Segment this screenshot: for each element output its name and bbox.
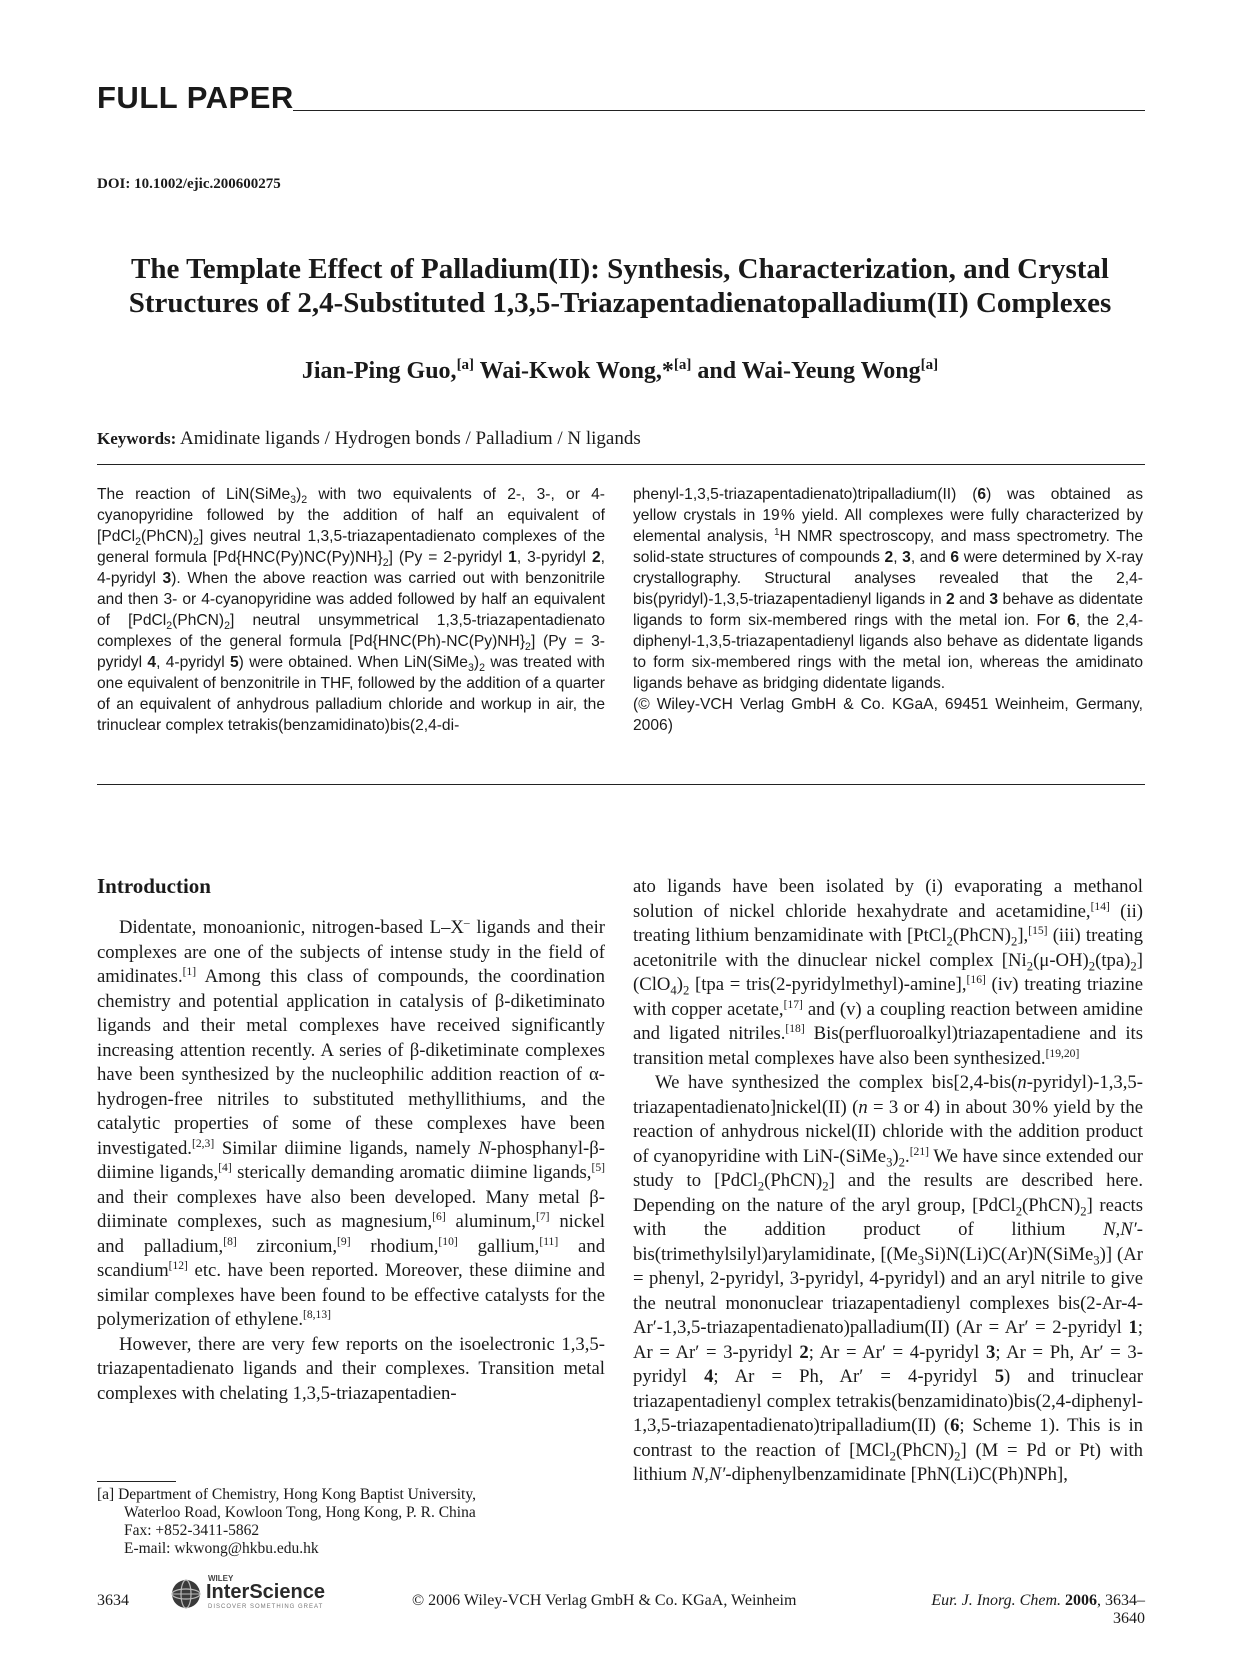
interscience-logo (168, 1573, 353, 1613)
author-1-affiliation: [a] (456, 357, 475, 373)
body-left-column (97, 916, 605, 1406)
paper-title (60, 252, 1180, 320)
affiliation-line-1: Department of Chemistry, Hong Kong Baptist University, (118, 1486, 476, 1503)
affiliation-email: E-mail: wkwong@hkbu.edu.hk (124, 1540, 319, 1557)
keywords (97, 428, 641, 450)
keywords-text: Amidinate ligands / Hydrogen bonds / Palladium / N ligands (180, 428, 641, 449)
title-line-2: Structures of 2,4-Substituted 1,3,5-Triazapentadienatopalladium(II) Complexes (128, 287, 1112, 319)
author-1: Jian-Ping Guo, (301, 358, 457, 384)
affiliation-fax: Fax: +852-3411-5862 (124, 1522, 260, 1539)
header-rule (293, 110, 1145, 111)
journal-pages: , 3634–3640 (1097, 1592, 1145, 1627)
journal-year: 2006 (1065, 1592, 1097, 1609)
body-right-column (633, 875, 1143, 1488)
rule-above-abstract (97, 464, 1145, 465)
journal-citation (900, 1592, 1145, 1628)
page-number: 3634 (97, 1592, 129, 1609)
paragraph: However, there are very few reports on the isoelectronic 1,3,5-triazapentadienato ligands and their complexes. Transition metal complexes with chelating 1,3,5-triazapentadien- (97, 1333, 605, 1404)
footnote-marker: [a] (97, 1486, 115, 1503)
author-list (60, 358, 1180, 385)
section-heading-introduction: Introduction (97, 874, 211, 898)
title-line-1: The Template Effect of Palladium(II): Synthesis, Characterization, and Crystal (131, 253, 1109, 285)
doi: DOI: 10.1002/ejic.200600275 (97, 176, 281, 192)
logo-tagline: DISCOVER SOMETHING GREAT (208, 1604, 324, 1610)
abstract-left-column: The reaction of $LiN(SiMe_3)_2$ with two equivalents of 2-, 3-, or 4-cyanopyridine followed by the addition of half an equivalent of $[PdCl_2(PhCN)_2]$ gives neutral 1,3,5-triazapentadienato complexes of the general formula $[Pd\{HNC(Py)NC(Py)NH\}_2] (Py$ = 2-pyridyl 1, 3-pyridyl 2, 4-pyridyl 3). When the above reaction was carried out with benzonitrile and then 3- or 4-cyanopyridine was added followed by half an equivalent of $[PdCl_2(PhCN)_2]$ neutral unsymmetrical 1,3,5-triazapentadienato complexes of the general formula $[Pd\{HNC(Ph)-NC(Py)NH\}_2] (Py$ = 3-pyridyl 4, 4-pyridyl 5) were obtained. When $LiN(SiMe_3)_2$ was treated with one equivalent of benzonitrile in THF, followed by the addition of a quarter of an equivalent of anhydrous palladium chloride and workup in air, the trinuclear complex tetrakis(benzamidinato)bis(2,4-di- (97, 486, 606, 734)
rule-below-abstract (97, 784, 1145, 785)
journal-name: Eur. J. Inorg. Chem. (931, 1592, 1061, 1609)
abstract-right-column: phenyl-1,3,5-triazapentadienato)tripalladium(II) (6) was obtained as yellow crystals in 19 % yield. All complexes were fully characterized by elemental analysis, $^1$H NMR spectroscopy, and mass spectrometry. The solid-state structures of compounds 2, 3, and 6 were determined by X-ray crystallography. Structural analyses revealed that the 2,4-bis(pyridyl)-1,3,5-triazapentadienyl ligands in 2 and 3 behave as didentate ligands to form six-membered rings with the metal ion. For 6, the 2,4-diphenyl-1,3,5-triazapentadienyl ligands also behave as didentate ligands to form six-membered rings with the metal ion, whereas the amidinato ligands behave as bridging didentate ligands. (© Wiley-VCH Verlag GmbH & Co. KGaA, 69451 Weinheim, Germany, 2006) (633, 486, 1144, 734)
footer-copyright: © 2006 Wiley-VCH Verlag GmbH & Co. KGaA, Weinheim (412, 1592, 797, 1609)
section-label: FULL PAPER (97, 80, 294, 115)
logo-wordmark: InterScience (206, 1581, 325, 1603)
affiliation-footnote (97, 1486, 476, 1558)
affiliation-line-2: Waterloo Road, Kowloon Tong, Hong Kong, P. R. China (124, 1504, 476, 1521)
keywords-label: Keywords: (97, 429, 177, 448)
author-2-affiliation: [a] (673, 357, 692, 373)
paragraph: We have synthesized the complex bis[2,4-bis(n-pyridyl)-1,3,5-triazapentadienato]nickel(II) (n = 3 or 4) in about 30 % yield by the reaction of anhydrous nickel(II) chloride with the addition product of cyanopyridine with LiN-$(SiMe_3)_2.[21]$ We have since extended our study to $[PdCl_2(PhCN)_2]$ and the results are described here. Depending on the nature of the aryl group, $[PdCl_2(PhCN)_2]$ reacts with the addition product of lithium N,N′-bis(trimethylsilyl)arylamidinate, $[(Me_3Si)N(Li)C(Ar)N(SiMe_3)] (Ar$ = phenyl, 2-pyridyl, 3-pyridyl, 4-pyridyl) and an aryl nitrile to give the neutral mononuclear triazapentadienyl complexes bis(2-Ar-4-Ar′-1,3,5-triazapentadienato)palladium(II) (Ar = Ar′ = 2-pyridyl 1; Ar = Ar′ = 3-pyridyl 2; Ar = Ar′ = 4-pyridyl 3; Ar = Ph, Ar′ = 3-pyridyl 4; Ar = Ph, Ar′ = 4-pyridyl 5) and trinuclear triazapentadienyl complex tetrakis(benzamidinato)bis(2,4-diphenyl-1,3,5-triazapentadienato)tripalladium(II) (6; Scheme 1). This is in contrast to the reaction of $[MCl_2(PhCN)_2] (M = Pd$ or Pt) with lithium N,N′-diphenylbenzamidinate [PhN(Li)C(Ph)NPh], (633, 1072, 1143, 1485)
logo-publisher: WILEY (208, 1574, 234, 1583)
paragraph: ato ligands have been isolated by (i) evaporating a methanol solution of nickel chloride hexahydrate and acetamidine,[14] (ii) treating lithium benzamidinate with $[PtCl_2(PhCN)_2],[15]$ (iii) treating acetonitrile with the dinuclear nickel complex $[Ni_2(\mu-OH)_2(tpa)_2](ClO_4)_2$ [tpa = tris(2-pyridylmethyl)-amine],[16] (iv) treating triazine with copper acetate,[17] and (v) a coupling reaction between amidine and ligated nitriles.[18] Bis(perfluoroalkyl)triazapentadiene and its transition metal complexes have also been synthesized.[19,20] (633, 876, 1143, 1069)
author-2: Wai-Kwok Wong,* (479, 358, 674, 384)
author-3-affiliation: [a] (920, 357, 939, 373)
running-header (97, 82, 1145, 114)
footnote-rule (97, 1481, 176, 1482)
paragraph: Didentate, monoanionic, nitrogen-based L–X– ligands and their complexes are one of the subjects of intense study in the field of amidinates.[1] Among this class of compounds, the coordination chemistry and potential application in catalysis of β-diketiminato ligands and their metal complexes have received significantly increasing attention recently. A series of β-diketiminate complexes have been synthesized by the nucleophilic addition reaction of α-hydrogen-free nitriles to substituted methyllithiums, and the catalytic properties of some of these complexes have been investigated.[2,3] Similar diimine ligands, namely N-phosphanyl-β-diimine ligands,[4] sterically demanding aromatic diimine ligands,[5] and their complexes have also been developed. Many metal β-diiminate complexes, such as magnesium,[6] aluminum,[7] nickel and palladium,[8] zirconium,[9] rhodium,[10] gallium,[11] and scandium[12] etc. have been reported. Moreover, these diimine and similar complexes have been found to be effective catalysts for the polymerization of ethylene.[8,13] (97, 915, 606, 1330)
author-3: and Wai-Yeung Wong (697, 358, 921, 384)
